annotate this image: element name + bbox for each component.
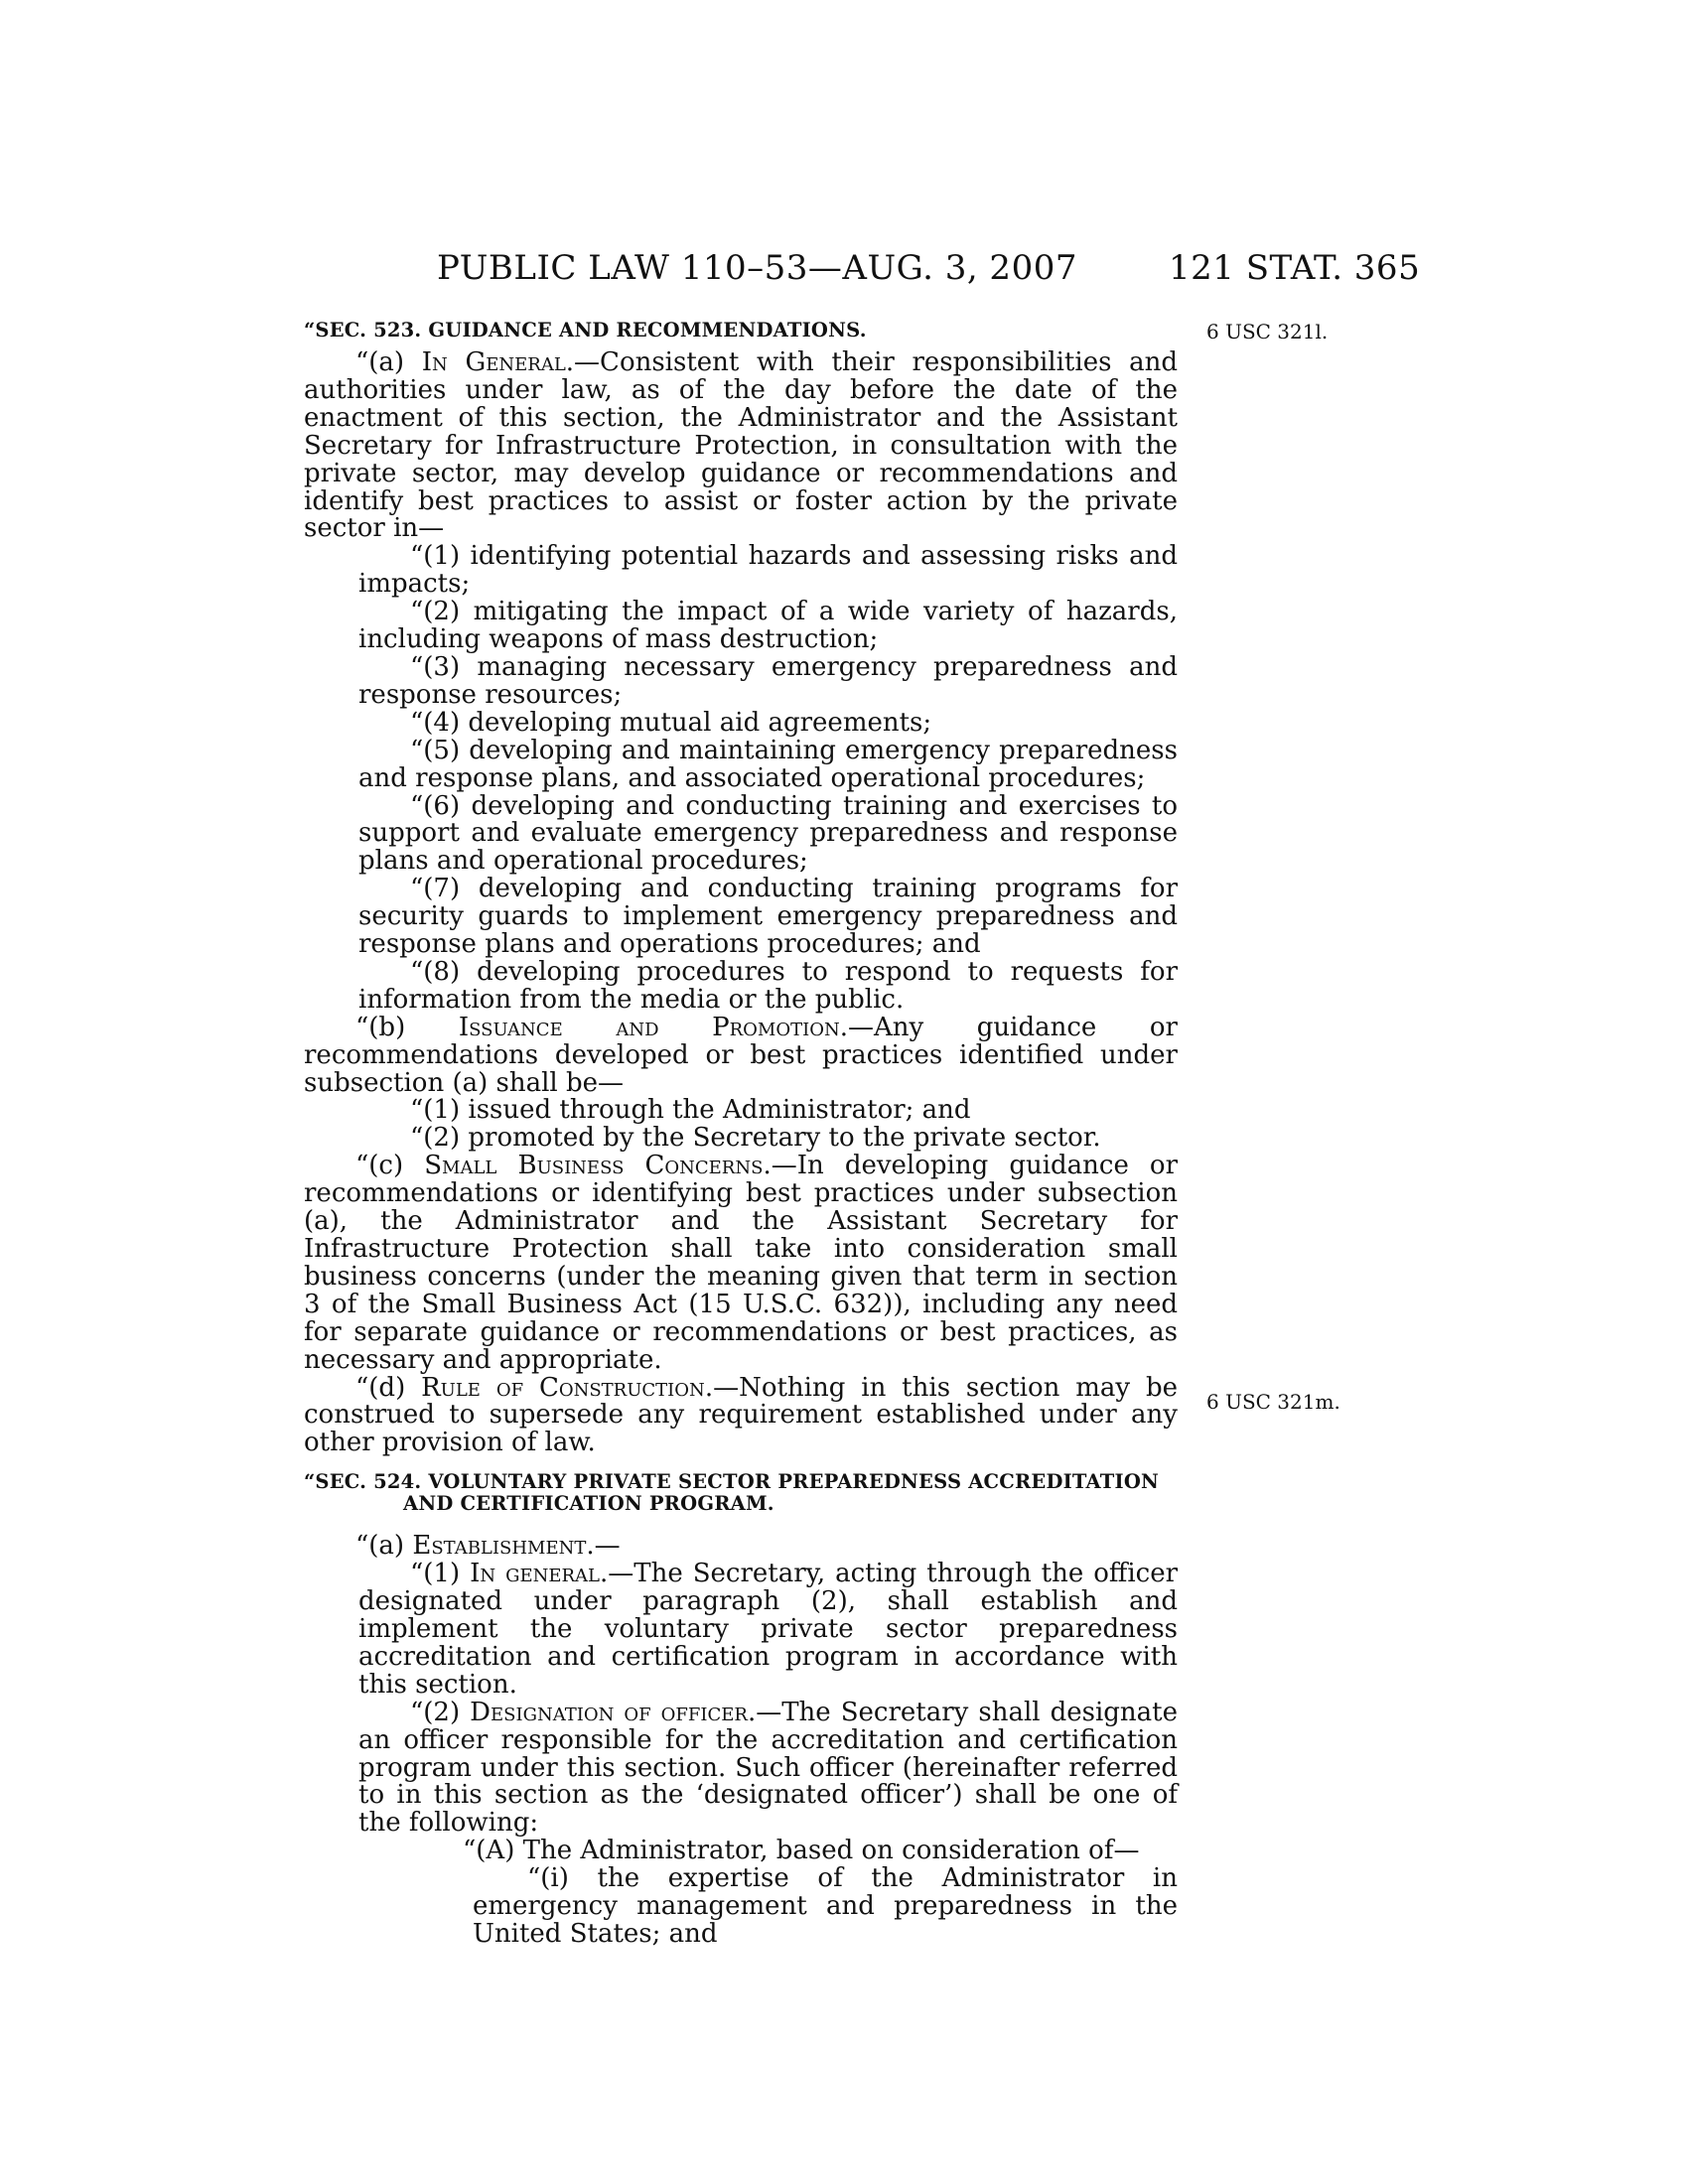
document-body: [304, 320, 1178, 1949]
section-524-heading: “SEC. 524. VOLUNTARY PRIVATE SECTOR PREPAREDNESS ACCREDITATION AND CERTIFICATION PROGRAM.: [304, 1470, 1160, 1516]
sec523-subsection-c: “(c) Small Business Concerns.—In developing guidance or recommendations or identifying best practices under subsection (a), the Administrator and the Assistant Secretary for Infrastructure Protection shall take into consideration small business concerns (under the meaning given that term in section 3 of the Small Business Act (15 U.S.C. 632)), including any need for separate guidance or recommendations or best practices, as necessary and appropriate.: [304, 1151, 1179, 1375]
sec523-a-item-6: “(6) developing and conducting training and exercises to support and evaluate emergency preparedness and response plans and operational procedures;: [358, 790, 1178, 877]
sec523-a-item-8: “(8) developing procedures to respond to requests for information from the media or the public.: [358, 956, 1178, 1015]
sec523-a-item-7: “(7) developing and conducting training programs for security guards to implement emergency preparedness and response plans and operations procedures; and: [358, 874, 1178, 960]
statute-page-number: 121 STAT. 365: [1169, 248, 1421, 288]
sec523-subsection-d: “(d) Rule of Construction.—Nothing in this section may be construed to supersede any requirement established under any other provision of law.: [304, 1372, 1178, 1458]
sec523-subsection-b: “(b) Issuance and Promotion.—Any guidance or recommendations developed or best practices identified under subsection (a) shall be—: [304, 1012, 1178, 1098]
sec523-a-item-2: “(2) mitigating the impact of a wide variety of hazards, including weapons of mass destruction;: [358, 597, 1178, 655]
sec523-a-item-5: “(5) developing and maintaining emergency preparedness and response plans, and associated operational procedures;: [358, 735, 1178, 793]
sec523-a-item-3: “(3) managing necessary emergency preparedness and response resources;: [358, 651, 1178, 710]
section-523-heading: “SEC. 523. GUIDANCE AND RECOMMENDATIONS.: [304, 319, 867, 341]
sec524-a-2-subparagraph-A: “(A) The Administrator, based on consideration of—: [463, 1836, 1140, 1866]
sec523-subsection-a: “(a) In General.—Consistent with their responsibilities and authorities under law, as of the day before the date of the enactment of this section, the Administrator and the Assistant Secretary for Infrastructure Protection, in consultation with the private sector, may develop guidance or recommendations and identify best practices to assist or foster action by the private sector in—: [304, 347, 1178, 544]
sec523-a-item-4: “(4) developing mutual aid agreements;: [410, 707, 932, 738]
sec523-a-item-1: “(1) identifying potential hazards and assessing risks and impacts;: [358, 541, 1178, 600]
sec523-b-item-1: “(1) issued through the Administrator; and: [410, 1095, 971, 1126]
running-head: PUBLIC LAW 110–53—AUG. 3, 2007: [437, 248, 1077, 288]
sec524-a-2-A-clause-i: “(i) the expertise of the Administrator in emergency management and preparedness in the United States; and: [473, 1863, 1178, 1949]
sec524-a-paragraph-2: “(2) Designation of officer.—The Secretary shall designate an officer responsible for the accreditation and certification program under this section. Such officer (hereinafter referred to in this section as the ‘designated officer’) shall be one of the following:: [358, 1697, 1179, 1839]
margin-note-usc-321m: 6 USC 321m.: [1206, 1390, 1340, 1414]
sec524-a-paragraph-1: “(1) In general.—The Secretary, acting through the officer designated under paragraph (2), shall establish and implement the voluntary private sector preparedness accreditation and certification program in accordance with this section.: [358, 1559, 1179, 1700]
sec524-subsection-a: “(a) Establishment.—: [355, 1531, 621, 1562]
margin-note-usc-321l: 6 USC 321l.: [1206, 320, 1329, 343]
sec523-b-item-2: “(2) promoted by the Secretary to the private sector.: [410, 1123, 1101, 1154]
